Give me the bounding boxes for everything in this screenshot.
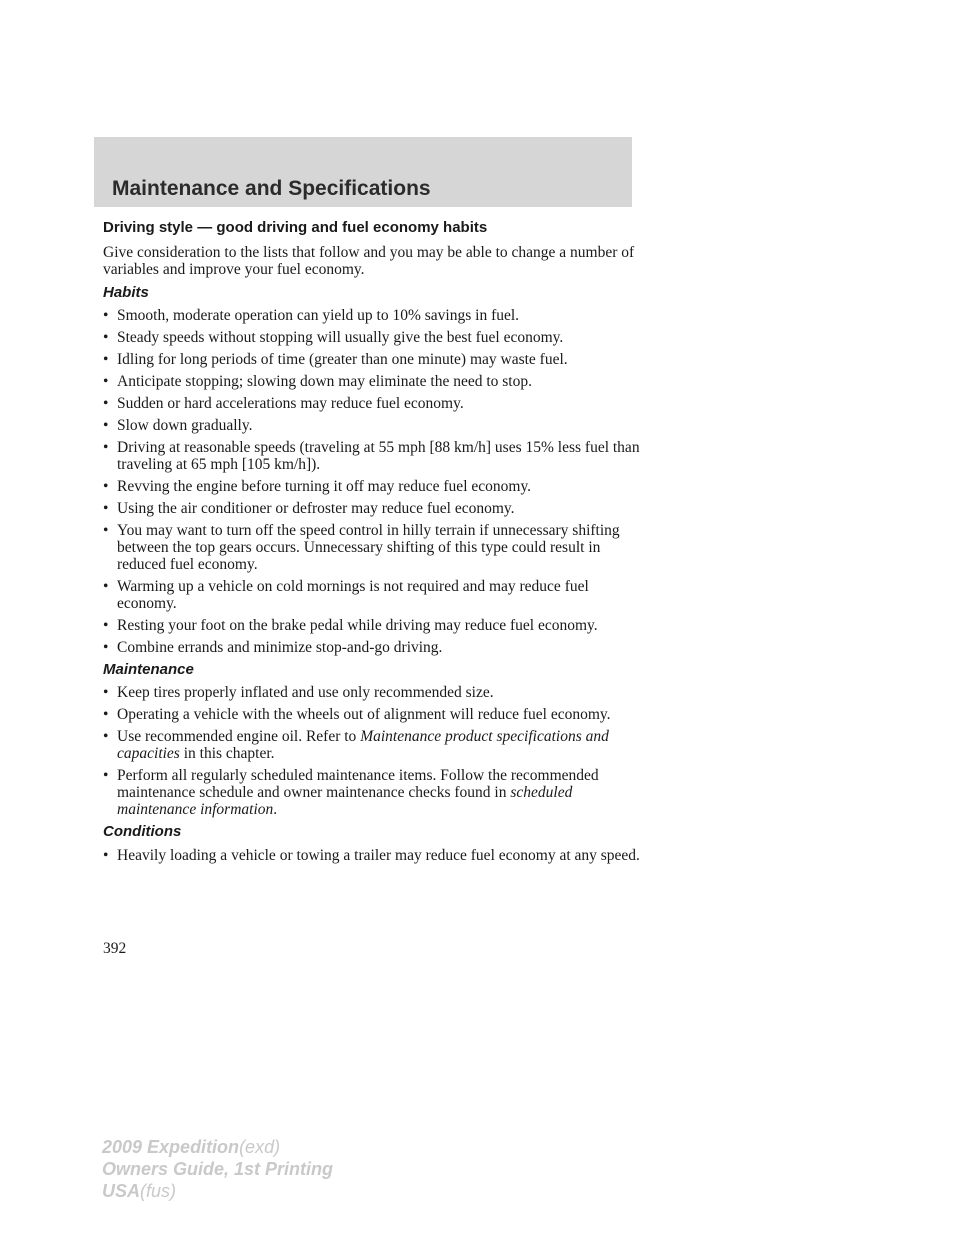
list-item-text: Use recommended engine oil. Refer to: [117, 728, 361, 745]
list-item: [103, 578, 643, 612]
list-item: [103, 706, 643, 723]
list-item-text: Perform all regularly scheduled maintenance items. Follow the recommended maintenance schedule and owner maintenance checks found in: [117, 767, 599, 801]
footer-model: 2009 Expedition: [102, 1137, 240, 1157]
maintenance-heading: Maintenance: [103, 661, 194, 678]
list-item: [103, 522, 643, 573]
list-item-text: Driving at reasonable speeds (traveling at 55 mph [88 km/h] uses 15% less fuel than traveling at 65 mph [105 km/h]).: [117, 439, 640, 473]
list-item: [103, 373, 643, 390]
bullet-icon: •: [103, 307, 109, 324]
print-footer: [102, 1136, 333, 1202]
list-item-text: Anticipate stopping; slowing down may eliminate the need to stop.: [117, 373, 532, 390]
bullet-icon: •: [103, 500, 109, 517]
list-item-text: in this chapter.: [179, 745, 275, 762]
list-item: [103, 500, 643, 517]
list-item: [103, 439, 643, 473]
bullet-icon: •: [103, 395, 109, 412]
conditions-list: [103, 846, 643, 866]
list-item-text: Combine errands and minimize stop-and-go driving.: [117, 639, 443, 656]
bullet-icon: •: [103, 439, 109, 456]
list-item-text: Keep tires properly inflated and use only recommended size.: [117, 684, 494, 701]
bullet-icon: •: [103, 767, 109, 784]
list-item: [103, 767, 643, 818]
footer-market: USA: [102, 1181, 141, 1201]
page-content: [103, 219, 643, 871]
footer-market-code: (fus): [140, 1181, 177, 1201]
list-item: [103, 395, 643, 412]
chapter-header: [94, 137, 632, 207]
footer-line-model: [102, 1136, 333, 1158]
chapter-title: Maintenance and Specifications: [112, 177, 431, 200]
list-item-text: .: [273, 801, 278, 818]
habits-list: [103, 307, 643, 656]
list-item-text: Sudden or hard accelerations may reduce fuel economy.: [117, 395, 464, 412]
page-number: 392: [103, 940, 127, 957]
list-item-text: Resting your foot on the brake pedal while driving may reduce fuel economy.: [117, 617, 598, 634]
cross-reference-link[interactable]: Maintenance product specifications and capacities: [117, 728, 609, 762]
bullet-icon: •: [103, 728, 109, 745]
bullet-icon: •: [103, 617, 109, 634]
conditions-heading: Conditions: [103, 823, 182, 840]
list-item-text: Idling for long periods of time (greater than one minute) may waste fuel.: [117, 351, 568, 368]
list-item-text: Operating a vehicle with the wheels out of alignment will reduce fuel economy.: [117, 706, 611, 723]
list-item-text: You may want to turn off the speed control in hilly terrain if unnecessary shifting between the top gears occurs. Unnecessary shifting of this type could result in reduced fuel economy.: [117, 522, 620, 573]
list-item: [103, 846, 643, 866]
list-item: [103, 684, 643, 701]
footer-printing: Owners Guide, 1st Printing: [102, 1159, 334, 1179]
bullet-icon: •: [103, 847, 109, 864]
list-item: [103, 478, 643, 495]
list-item-text: Revving the engine before turning it off may reduce fuel economy.: [117, 478, 532, 495]
footer-model-code: (exd): [239, 1137, 281, 1157]
footer-line-market: [102, 1180, 333, 1202]
bullet-icon: •: [103, 706, 109, 723]
list-item-text: Slow down gradually.: [117, 417, 253, 434]
list-item: [103, 617, 643, 634]
section-heading: Driving style — good driving and fuel economy habits: [103, 219, 488, 236]
bullet-icon: •: [103, 639, 109, 656]
habits-heading: Habits: [103, 284, 149, 301]
list-item: [103, 728, 643, 762]
list-item: [103, 417, 643, 434]
bullet-icon: •: [103, 684, 109, 701]
list-item-text: Using the air conditioner or defroster may reduce fuel economy.: [117, 500, 515, 517]
intro-paragraph: Give consideration to the lists that follow and you may be able to change a number of variables and improve your fuel economy.: [103, 244, 635, 278]
list-item-text: Warming up a vehicle on cold mornings is not required and may reduce fuel economy.: [117, 578, 589, 612]
list-item-text: Steady speeds without stopping will usually give the best fuel economy.: [117, 329, 564, 346]
maintenance-list: [103, 684, 643, 818]
list-item: [103, 329, 643, 346]
bullet-icon: •: [103, 351, 109, 368]
bullet-icon: •: [103, 329, 109, 346]
bullet-icon: •: [103, 522, 109, 539]
bullet-icon: •: [103, 417, 109, 434]
bullet-icon: •: [103, 578, 109, 595]
list-item: [103, 351, 643, 368]
bullet-icon: •: [103, 478, 109, 495]
bullet-icon: •: [103, 373, 109, 390]
list-item: [103, 639, 643, 656]
list-item: [103, 307, 643, 324]
list-item-text: Heavily loading a vehicle or towing a trailer may reduce fuel economy at any speed.: [117, 847, 640, 864]
list-item-text: Smooth, moderate operation can yield up to 10% savings in fuel.: [117, 307, 520, 324]
cross-reference-link[interactable]: scheduled maintenance information: [117, 784, 573, 818]
